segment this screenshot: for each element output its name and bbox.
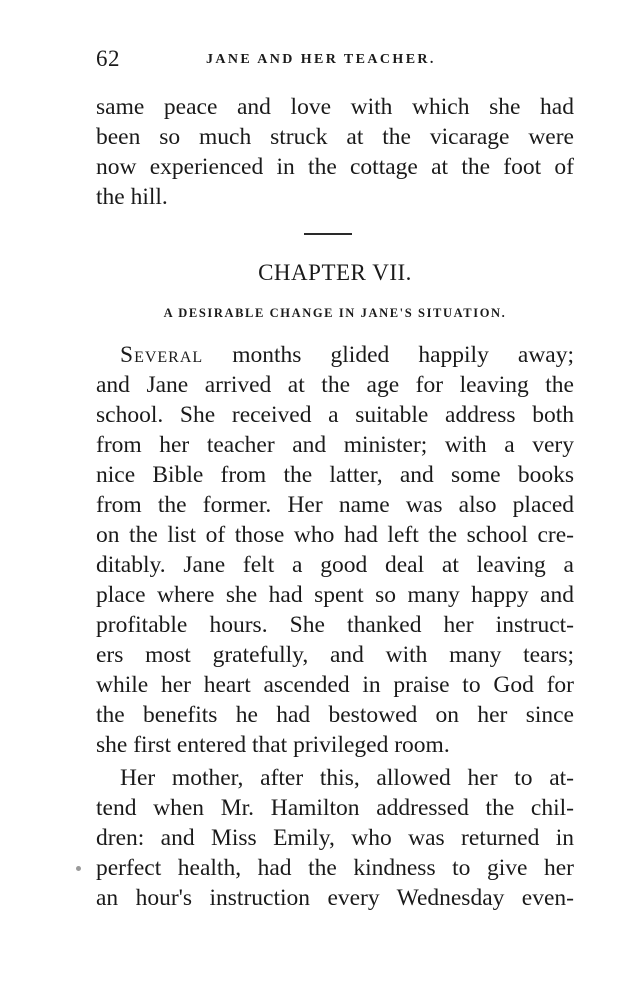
paragraph-first-line: Her mother, after this, allowed her to at- bbox=[120, 765, 574, 791]
text-line: she first entered that privileged room. bbox=[96, 732, 450, 758]
paper-speck bbox=[76, 866, 81, 871]
text-line: school. She received a suitable address both bbox=[96, 402, 574, 428]
text-line: from her teacher and minister; with a very bbox=[96, 432, 574, 458]
text-line: been so much struck at the vicarage were bbox=[96, 124, 574, 150]
running-title: JANE AND HER TEACHER. bbox=[206, 52, 436, 67]
chapter-subtitle: A DESIRABLE CHANGE IN JANE'S SITUATION. bbox=[163, 306, 507, 320]
text-line: perfect health, had the kindness to give her bbox=[96, 855, 574, 881]
text-line: ditably. Jane felt a good deal at leaving a bbox=[96, 552, 574, 578]
page-number: 62 bbox=[96, 46, 120, 71]
text-line: ers most gratefully, and with many tears; bbox=[96, 642, 574, 668]
text-line: profitable hours. She thanked her instruct- bbox=[96, 612, 574, 638]
first-line-rest: months glided happily away; bbox=[203, 342, 574, 368]
text-line: on the list of those who had left the school cre- bbox=[96, 522, 574, 548]
opening-small-caps-word: Several bbox=[120, 342, 204, 368]
text-line: same peace and love with which she had bbox=[96, 94, 574, 120]
text-line: place where she had spent so many happy and bbox=[96, 582, 574, 608]
text-line: the hill. bbox=[96, 184, 168, 210]
text-line: tend when Mr. Hamilton addressed the chil- bbox=[96, 795, 574, 821]
text-line: and Jane arrived at the age for leaving the bbox=[96, 372, 574, 398]
text-line: while her heart ascended in praise to God for bbox=[96, 672, 574, 698]
text-line: nice Bible from the latter, and some books bbox=[96, 462, 574, 488]
text-line: now experienced in the cottage at the foot of bbox=[96, 154, 574, 180]
text-line: dren: and Miss Emily, who was returned in bbox=[96, 825, 574, 851]
text-line: the benefits he had bestowed on her since bbox=[96, 702, 574, 728]
paragraph-first-line bbox=[120, 340, 574, 370]
section-divider-rule bbox=[304, 233, 352, 235]
text-line: from the former. Her name was also placed bbox=[96, 492, 574, 518]
chapter-heading: CHAPTER VII. bbox=[258, 260, 412, 285]
running-header bbox=[96, 46, 574, 76]
text-line: an hour's instruction every Wednesday even- bbox=[96, 885, 574, 911]
